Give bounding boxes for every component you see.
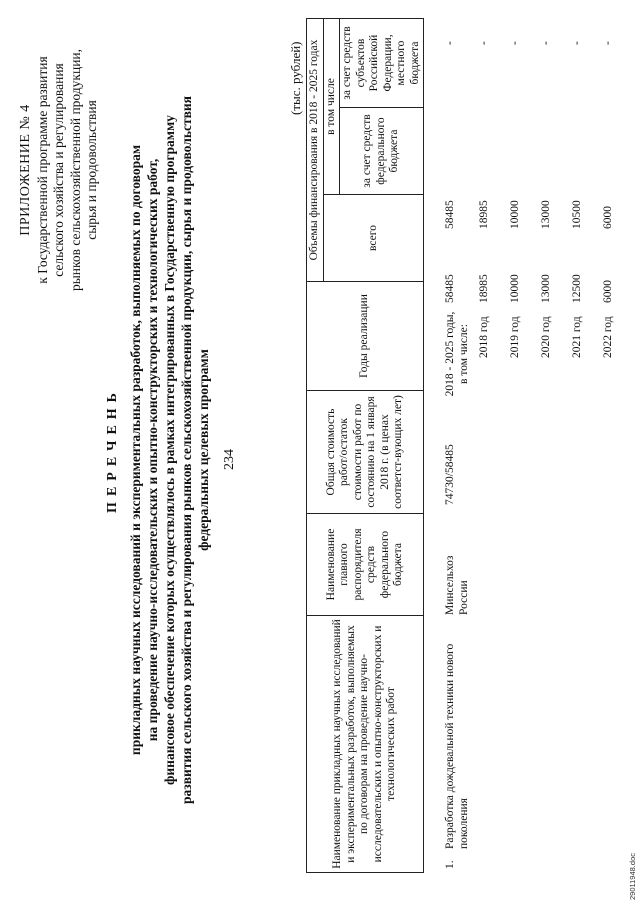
- unit-label: (тыс. рублей): [288, 41, 303, 115]
- appendix-title: ПРИЛОЖЕНИЕ № 4: [18, 104, 33, 236]
- financing-table-header: [306, 18, 424, 873]
- appendix-line: рынков сельскохозяйственной продукции,: [67, 48, 83, 292]
- row-year: 2022 год: [602, 316, 614, 358]
- header-ministry: Наименование главного распорядителя средств федерального бюджета: [307, 514, 424, 616]
- subheading-line: развития сельского хозяйства и регулирования рынков сельскохозяйственной продукции, сырья и продовольствия: [179, 96, 194, 804]
- row-total: 12500: [571, 274, 583, 303]
- row-total: 13000: [540, 274, 552, 303]
- row-federal: 10000: [509, 200, 521, 229]
- row-year: 2018 - 2025 годы,: [444, 311, 456, 397]
- row-period: [444, 303, 471, 405]
- row-total: 58485: [444, 274, 456, 303]
- row-total: 10000: [509, 274, 521, 303]
- header-including: в том числе: [323, 19, 340, 195]
- row-regional: -: [478, 41, 490, 45]
- subheading-line: финансовое обеспечение которых осуществлялось в рамках интегрированных в Государственную программу: [162, 115, 177, 785]
- document-filename: 29011948.doc: [628, 853, 637, 900]
- row-year: 2019 год: [509, 316, 521, 358]
- appendix-line: сырья и продовольствия: [84, 100, 99, 240]
- header-financing-group: Объемы финансирования в 2018 - 2025 годах: [307, 19, 324, 282]
- row-regional: -: [602, 41, 614, 45]
- header-federal-budget: за счет средств федерального бюджета: [340, 108, 424, 195]
- appendix-block: [18, 10, 101, 330]
- row-federal: 10500: [571, 200, 583, 229]
- row-regional: -: [571, 41, 583, 45]
- item-name: Разработка дождевальной техники нового поколения: [444, 643, 470, 849]
- row-federal: 58485: [444, 200, 456, 229]
- row-year-sub: в том числе:: [457, 324, 470, 384]
- item-ministry: Минсельхоз России: [444, 555, 470, 615]
- row-regional: -: [444, 41, 456, 45]
- item-number: 1.: [444, 860, 456, 869]
- header-years: Годы реализации: [307, 282, 424, 391]
- row-regional: -: [540, 41, 552, 45]
- row-federal: 13000: [540, 200, 552, 229]
- item-cost: 74730/58485: [444, 444, 456, 505]
- header-total: всего: [323, 195, 424, 282]
- subheading-line: прикладных научных исследований и экспериментальных разработок, выполняемых по договорам: [128, 144, 143, 756]
- row-federal: 6000: [602, 206, 614, 229]
- row-year: 2018 год: [478, 316, 490, 358]
- subheading-line: федеральных целевых программ: [196, 349, 211, 551]
- document-subheading: [127, 80, 212, 820]
- row-year: 2021 год: [571, 316, 583, 358]
- page-number: 234: [222, 449, 237, 470]
- appendix-line: к Государственной программе развития: [34, 56, 50, 284]
- row-total: 6000: [602, 280, 614, 303]
- header-regional-budget: за счет средств субъектов Российской Федерации, местного бюджета: [340, 19, 424, 108]
- appendix-line: сельского хозяйства и регулирования: [51, 63, 66, 277]
- header-total-cost: Общая стоимость работ/остаток стоимости работ по состоянию на 1 января 2018 г. (в ценах соответст-вующих лет): [307, 391, 424, 514]
- row-regional: -: [509, 41, 521, 45]
- header-research-name: Наименование прикладных научных исследований и экспериментальных разработок, выполняемых по договорам на проведение научно-исследовательских и опытно-конструкторских и технологических работ: [307, 616, 424, 873]
- row-federal: 18985: [478, 200, 490, 229]
- row-year: 2020 год: [540, 316, 552, 358]
- row-total: 18985: [478, 274, 490, 303]
- subheading-line: на проведение научно-исследовательских и опытно-конструкторских и технологических работ,: [145, 158, 160, 742]
- document-heading: ПЕРЕЧЕНЬ: [105, 387, 120, 513]
